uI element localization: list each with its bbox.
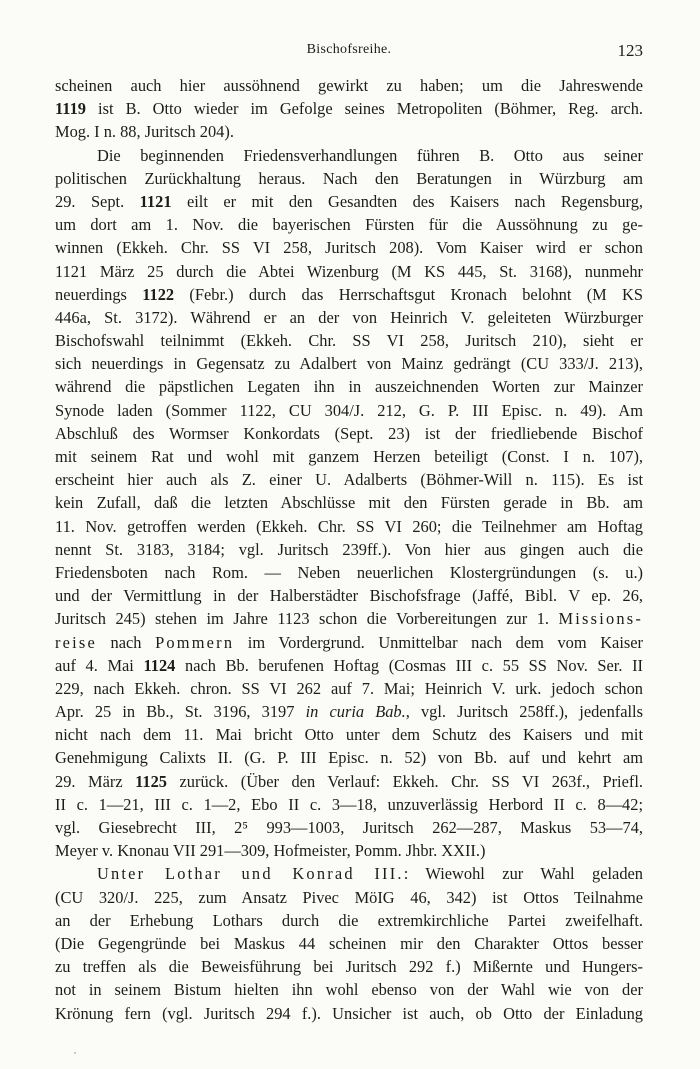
text-run: 446a, St. 3172). Während er an der von Heinrich V. geleiteten Würzburger (55, 307, 643, 327)
text-line (55, 607, 643, 630)
text-run: Krönung fern (vgl. Juritsch 294 f.). Unsicher ist auch, ob Otto der Einladung (55, 1003, 643, 1023)
spaced-emphasis: Unter Lothar und Konrad III. (97, 864, 404, 884)
text-run: Apr. 25 in Bb., St. 3196, 3197 (55, 702, 306, 722)
text-run: 229, nach Ekkeh. chron. SS VI 262 auf 7. Mai; Heinrich V. urk. jedoch schon (55, 678, 643, 698)
text-line (55, 631, 643, 654)
text-run: während die päpstlichen Legaten ihn in auszeichnenden Worten zur Mainzer (55, 377, 643, 397)
text-line (55, 978, 643, 1001)
running-header (55, 42, 643, 64)
text-run: Die beginnenden Friedensverhandlungen führen B. Otto aus seiner (97, 145, 643, 165)
text-line (55, 445, 643, 468)
text-line (55, 352, 643, 375)
text-run: kein Zufall, daß die letzten Abschlüsse mit den Fürsten gerade in Bb. am (55, 493, 643, 513)
text-line (55, 770, 643, 793)
text-run: erscheint hier auch als Z. einer U. Adalberts (Böhmer-Will n. 115). Es ist (55, 470, 643, 490)
text-line (55, 260, 643, 283)
text-run: (CU 320/J. 225, zum Ansatz Pivec MöIG 46, 342) ist Ottos Teilnahme (55, 887, 643, 907)
text-line (55, 538, 643, 561)
text-line (55, 932, 643, 955)
text-run: not in seinem Bistum hielten ihn wohl ebenso von der Wahl wie von der (55, 980, 643, 1000)
spaced-emphasis: Missions- (558, 609, 643, 629)
text-run: Genehmigung Calixts II. (G. P. III Episc. n. 52) von Bb. auf und kehrt am (55, 748, 643, 768)
text-run: mit seinem Rat und wohl mit ganzem Herzen beteiligt (Const. I n. 107), (55, 447, 643, 466)
text-line (55, 422, 643, 445)
bold-year: 1122 (142, 284, 175, 304)
text-line (55, 886, 643, 909)
text-run: nach (96, 632, 156, 652)
text-run: 29. Sept. (55, 191, 140, 211)
text-line (55, 213, 643, 236)
text-line (55, 329, 643, 352)
bold-year: 1124 (143, 655, 176, 675)
text-line (55, 746, 643, 769)
paper-speck (74, 1052, 76, 1054)
text-run: Meyer v. Knonau VII 291—309, Hofmeister, Pomm. Jhbr. XXII.) (55, 841, 486, 861)
text-line (55, 1002, 643, 1025)
text-run: um dort am 1. Nov. die bayerischen Fürsten für die Aussöhnung zu ge- (55, 215, 643, 235)
text-line (55, 283, 643, 306)
text-run: neuerdings (55, 284, 143, 304)
text-run: (Febr.) durch das Herrschaftsgut Kronach belohnt (M KS (174, 284, 643, 304)
running-title: Bischofsreihe. (306, 42, 392, 57)
text-run: II c. 1—21, III c. 1—2, Ebo II c. 3—18, unzuverlässig Herbord II c. 8—42; (55, 794, 643, 814)
text-line (55, 97, 643, 120)
text-run: zu treffen als die Beweisführung bei Juritsch 292 f.) Mißernte und Hungers- (55, 957, 643, 977)
text-run: Abschluß des Wormser Konkordats (Sept. 23) ist der friedliebende Bischof (55, 423, 643, 443)
text-run: nicht nach dem 11. Mai bricht Otto unter dem Schutz des Kaisers und mit (55, 725, 643, 745)
text-run: eilt er mit den Gesandten des Kaisers nach Regensburg, (171, 191, 643, 211)
text-run: Mog. I n. 88, Juritsch 204). (55, 122, 234, 142)
text-run: Juritsch 245) stehen im Jahre 1123 schon die Vorbereitungen zur 1. (55, 609, 559, 629)
text-run: scheinen auch hier aussöhnend gewirkt zu haben; um die Jahreswende (55, 76, 643, 95)
text-line (55, 74, 643, 97)
text-line (55, 515, 643, 538)
text-line (55, 909, 643, 932)
text-run: Friedensboten nach Rom. — Neben neuerlichen Klostergründungen (s. u.) (55, 562, 643, 582)
text-line (55, 236, 643, 259)
text-line (55, 700, 643, 723)
text-run: vgl. Giesebrecht III, 2⁵ 993—1003, Juritsch 262—287, Maskus 53—74, (55, 818, 643, 837)
text-line (55, 167, 643, 190)
text-line (55, 468, 643, 491)
text-run: winnen (Ekkeh. Chr. SS VI 258, Juritsch 208). Vom Kaiser wird er schon (55, 238, 643, 258)
spaced-emphasis: reise (55, 632, 97, 652)
page-number: 123 (617, 41, 643, 60)
text-run: nennt St. 3183, 3184; vgl. Juritsch 239ff.). Von hier aus gingen auch die (55, 539, 643, 559)
text-line (55, 677, 643, 700)
text-run: Bischofswahl teilnimmt (Ekkeh. Chr. SS VI 258, Juritsch 210), sieht er (55, 331, 643, 351)
bold-year: 1121 (139, 191, 172, 211)
text-line (55, 723, 643, 746)
text-run: 11. Nov. getroffen werden (Ekkeh. Chr. SS VI 260; die Teilnehmer am Hoftag (55, 516, 643, 536)
text-line (55, 491, 643, 514)
spaced-emphasis: Pommern (155, 632, 235, 652)
text-run: : Wiewohl zur Wahl geladen (403, 864, 643, 884)
text-run: politischen Zurückhaltung heraus. Nach den Beratungen in Würzburg am (55, 168, 643, 188)
text-line (55, 375, 643, 398)
text-run: ist B. Otto wieder im Gefolge seines Metropoliten (Böhmer, Reg. arch. (85, 99, 643, 119)
text-run: auf 4. Mai (55, 655, 144, 675)
text-run: an der Erhebung Lothars durch die extremkirchliche Partei zweifelhaft. (55, 910, 643, 930)
text-line (55, 190, 643, 213)
text-line (55, 399, 643, 422)
text-line (55, 120, 643, 143)
text-run: sich neuerdings in Gegensatz zu Adalbert von Mainz gedrängt (CU 333/J. 213), (55, 354, 643, 374)
text-line (55, 816, 643, 839)
text-line (55, 144, 643, 167)
text-run: 1121 März 25 durch die Abtei Wizenburg (M KS 445, St. 3168), nunmehr (55, 261, 643, 281)
body-text (55, 74, 643, 1025)
text-line (55, 654, 643, 677)
text-line (55, 584, 643, 607)
text-run: nach Bb. berufenen Hoftag (Cosmas III c. 55 SS Nov. Ser. II (175, 655, 643, 675)
text-run: Synode laden (Sommer 1122, CU 304/J. 212, G. P. III Episc. n. 49). Am (55, 400, 643, 420)
text-line (55, 561, 643, 584)
text-line (55, 955, 643, 978)
text-run: zurück. (Über den Verlauf: Ekkeh. Chr. SS VI 263f., Priefl. (167, 771, 643, 791)
text-run: und der Vermittlung in der Halberstädter Bischofsfrage (Jaffé, Bibl. V ep. 26, (55, 586, 643, 606)
italic-phrase: in curia Bab. (305, 702, 406, 722)
text-line (55, 862, 643, 885)
text-line (55, 839, 643, 862)
text-line (55, 306, 643, 329)
text-run: (Die Gegengründe bei Maskus 44 scheinen mir den Charakter Ottos besser (55, 933, 643, 953)
text-run: im Vordergrund. Unmittelbar nach dem vom Kaiser (234, 632, 643, 652)
text-run: , vgl. Juritsch 258ff.), jedenfalls (405, 702, 643, 722)
bold-year: 1125 (135, 771, 167, 791)
text-line (55, 793, 643, 816)
text-run: 29. März (55, 771, 136, 791)
bold-year: 1119 (55, 99, 86, 119)
